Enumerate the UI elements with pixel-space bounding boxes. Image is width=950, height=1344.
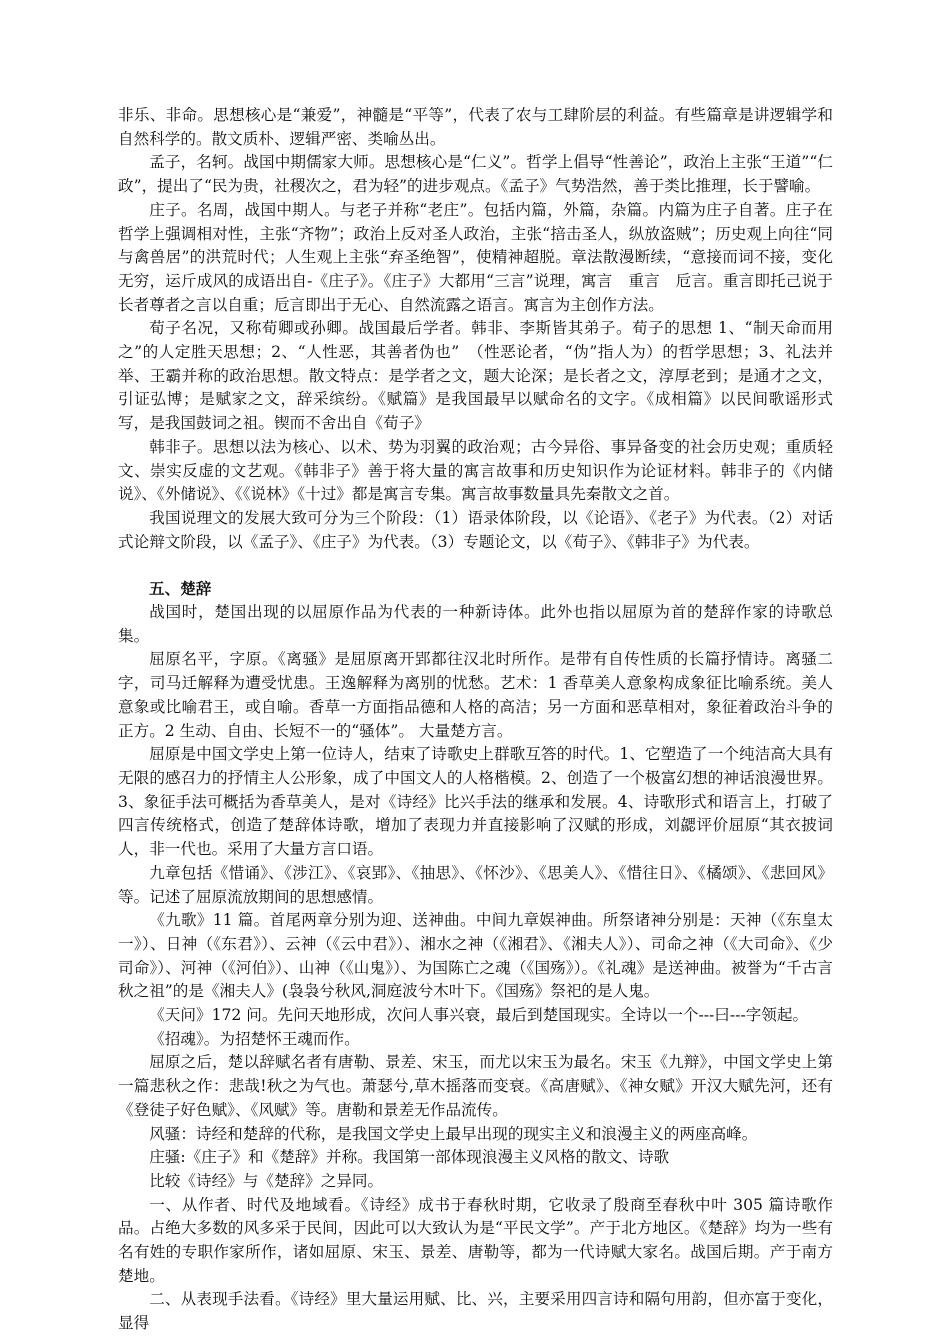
paragraph-mozi-cont: 非乐、非命。思想核心是“兼爱”，神髓是“平等”，代表了农与工肆阶层的利益。有些篇章是讲逻辑学和自然科学的。散文质朴、逻辑严密、类喻丛出。 [118, 106, 833, 148]
paragraph-tianwen: 《天问》172 问。先问天地形成，次问人事兴衰，最后到楚国现实。全诗以一个---曰---字领起。 [149, 1006, 809, 1025]
paragraph-zhuangsao: 庄骚:《庄子》和《楚辞》并称。我国第一部体现浪漫主义风格的散文、诗歌 [149, 1148, 670, 1167]
document-page [118, 104, 833, 1336]
paragraph-lisao: 屈原名平，字原。《离骚》是屈原离开郢都往汉北时所作。是带有自传性质的长篇抒情诗。离骚二字，司马迁解释为遭受忧患。王逸解释为离别的忧愁。艺术：1 香草美人意象构成象征比喻系统。美人意象或比喻君王，或自喻。香草一方面指品德和人格的高洁；另一方面和恶草相对，象征着政治斗争的正方。2 生动、自由、长短不一的“骚体”。 大量楚方言。 [118, 650, 833, 740]
paragraph-zhuangzi: 庄子。名周，战国中期人。与老子并称“老庄”。包括内篇，外篇，杂篇。内篇为庄子自著。庄子在哲学上强调相对性，主张“齐物”；政治上反对圣人政治，主张“掊击圣人，纵放盗贼”；历史观上向往“同与禽兽居”的洪荒时代；人生观上主张“弃圣绝智”，使精神超脱。章法散漫断续，“意接而词不接，变化无穷，运斤成风的成语出自-《庄子》。《庄子》大都用“三言”说理，寓言 重言 卮言。重言即托己说于长者尊者之言以自重；卮言即出于无心、自然流露之语言。寓言为主创作方法。 [118, 200, 833, 314]
paragraph-quyuan-status: 屈原是中国文学史上第一位诗人，结束了诗歌史上群歌互答的时代。1、它塑造了一个纯洁高大具有无限的感召力的抒情主人公形象，成了中国文人的人格楷模。2、创造了一个极富幻想的神话浪漫世界。3、象征手法可概括为香草美人，是对《诗经》比兴手法的继承和发展。4、诗歌形式和语言上，打破了四言传统格式，创造了楚辞体诗歌，增加了表现力并直接影响了汉赋的形成，刘勰评价屈原“其衣披词人，非一代也。采用了大量方言口语。 [118, 745, 833, 859]
paragraph-chuci-def: 战国时，楚国出现的以屈原作品为代表的一种新诗体。此外也指以屈原为首的楚辞作家的诗歌总集。 [118, 603, 833, 645]
section-heading: 五、楚辞 [149, 579, 212, 599]
paragraph-zhaohun: 《招魂》。为招楚怀王魂而作。 [149, 1029, 360, 1048]
paragraph-compare-two: 二、从表现手法看。《诗经》里大量运用赋、比、兴，主要采用四言诗和隔句用韵，但亦富于变化，显得 [118, 1290, 833, 1333]
paragraph-argument-stages: 我国说理文的发展大致可分为三个阶段：（1）语录体阶段，以《论语》、《老子》为代表。（2）对话式论辩文阶段，以《孟子》、《庄子》为代表。（3）专题论文，以《荀子》、《韩非子》为代表。 [118, 508, 833, 551]
paragraph-xunzi: 荀子名况，又称荀卿或孙卿。战国最后学者。韩非、李斯皆其弟子。荀子的思想 1、“制天命而用之”的人定胜天思想；2、“人性恶，其善者伪也” （性恶论者，“伪”指人为）的哲学思想；3、礼法并举、王霸并称的政治思想。散文特点：是学者之文，题大论深；是长者之文，淳厚老到；是通才之文，引证弘博；是赋家之文，辞采缤纷。《赋篇》是我国最早以赋命名的文字。《成相篇》以民间歌谣形式写，是我国鼓词之祖。锲而不舍出自《荀子》 [118, 319, 833, 433]
paragraph-fengsao: 风骚：诗经和楚辞的代称，是我国文学史上最早出现的现实主义和浪漫主义的两座高峰。 [149, 1124, 758, 1143]
paragraph-jiuzhang: 九章包括《惜诵》、《涉江》、《哀郢》、《抽思》、《怀沙》、《思美人》、《惜往日》、《橘颂》、《悲回风》等。记述了屈原流放期间的思想感情。 [118, 863, 833, 906]
paragraph-compare-one: 一、从作者、时代及地域看。《诗经》成书于春秋时期，它收录了殷商至春秋中叶 305 篇诗歌作品。占绝大多数的风多采于民间，因此可以大致认为是“平民文学”。产于北方地区。《楚辞》均为一些有名有姓的专职作家所作，诸如屈原、宋玉、景差、唐勒等，都为一代诗赋大家名。战国后期。产于南方楚地。 [118, 1195, 833, 1285]
paragraph-jiuge: 《九歌》11 篇。首尾两章分别为迎、送神曲。中间九章娱神曲。所祭诸神分别是：天神（《东皇太一》）、日神（《东君》）、云神（《云中君》）、湘水之神（《湘君》、《湘夫人》）、司命之神（《大司命》、《少司命》）、河神（《河伯》）、山神（《山鬼》）、为国陈亡之魂（《国殇》）。《礼魂》是送神曲。被誉为“千古言秋之祖”的是《湘夫人》(袅袅兮秋风,洞庭波兮木叶下。《国殇》祭祀的是人鬼。 [118, 911, 833, 1001]
paragraph-hanfeizi: 韩非子。思想以法为核心、以术、势为羽翼的政治观；古今异俗、事异备变的社会历史观；重质轻文、崇实反虚的文艺观。《韩非子》善于将大量的寓言故事和历史知识作为论证材料。韩非子的《内储说》、《外储说》、《《说林》《十过》都是寓言专集。寓言故事数量具先秦散文之首。 [118, 437, 833, 504]
paragraph-mengzi: 孟子，名轲。战国中期儒家大师。思想核心是“仁义”。哲学上倡导“性善论”，政治上主张“王道”“仁政”，提出了“民为贵，社稷次之，君为轻”的进步观点。《孟子》气势浩然，善于类比推理，长于譬喻。 [118, 153, 833, 196]
paragraph-songyu: 屈原之后，楚以辞赋名者有唐勒、景差、宋玉，而尤以宋玉为最名。宋玉《九辩》，中国文学史上第一篇悲秋之作：悲哉!秋之为气也。萧瑟兮,草木摇落而变衰。《高唐赋》、《神女赋》开汉大赋先河，还有《登徒子好色赋》、《风赋》等。唐勒和景差无作品流传。 [118, 1053, 833, 1119]
paragraph-compare-title: 比较《诗经》与《楚辞》之异同。 [149, 1171, 384, 1190]
